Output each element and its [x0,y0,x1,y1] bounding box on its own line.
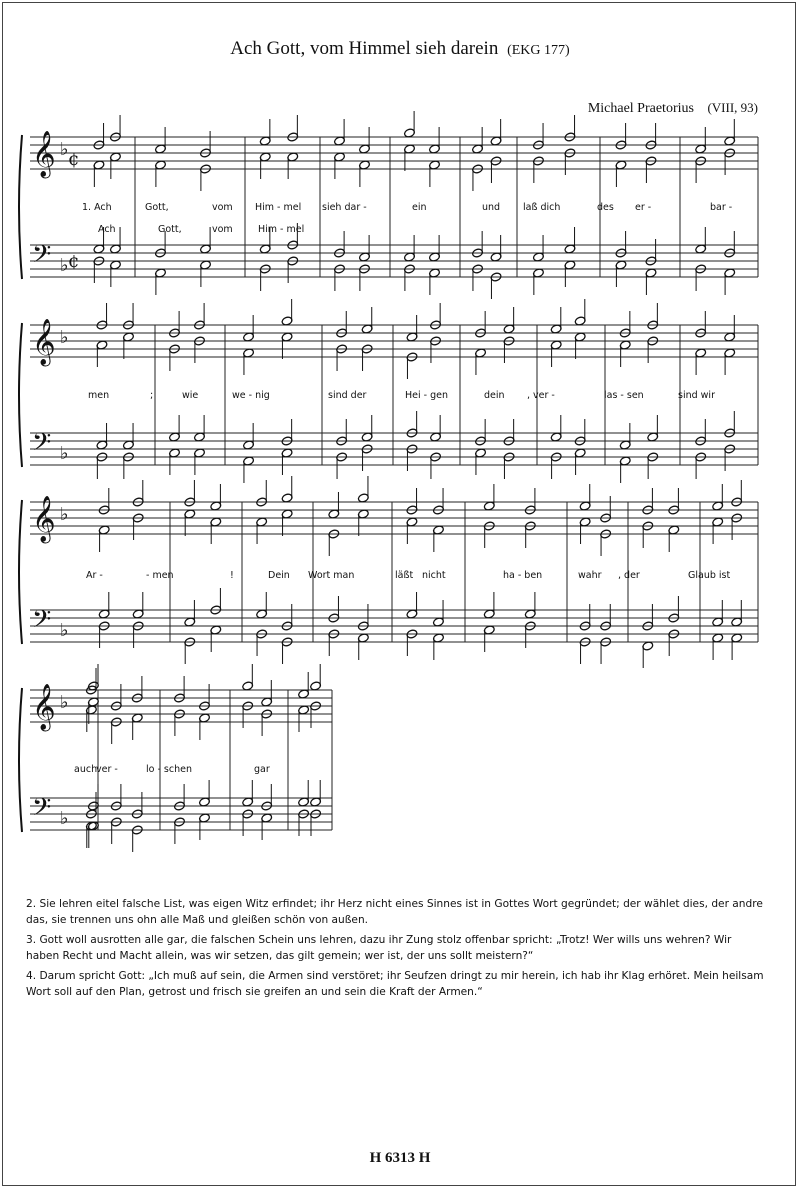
system-2-key-flat: ♭ [60,327,69,348]
system-3-lyric: ha - ben [503,570,543,581]
system-2-brace [19,323,22,467]
system-1-lyric-second-line: Gott, [158,224,182,235]
system-2-lyric: sind wir [678,390,715,401]
catalog-number: H 6313 H [369,1150,431,1166]
system-2-lyric: Hei - gen [405,390,448,401]
verses-block [26,896,766,1004]
system-3-lyric: Wort man [308,570,355,581]
time-signature-bass: ¢ [68,251,80,272]
title-ref: (EKG 177) [507,43,570,58]
system-2-lyric: las - sen [604,390,644,401]
system-1-treble-clef: 𝄞 [32,131,56,177]
system-3-lyric: wahr [578,570,602,581]
system-1-lyric: und [482,202,501,213]
system-2-lyric: men [88,390,110,401]
system-4-lyric: ver - [96,764,118,775]
system-1-lyric: sieh dar - [322,202,367,213]
system-3-brace [19,500,22,644]
title-text: Ach Gott, vom Himmel sieh darein [230,38,499,59]
system-3-lyric: Glaub ist [688,570,731,581]
system-3-lyric: ! [230,570,234,581]
system-2-key-flat: ♭ [60,443,69,464]
composer-ref: (VIII, 93) [707,100,758,115]
system-4-key-flat: ♭ [60,692,69,713]
system-1-lyric: Gott, [145,202,169,213]
system-2-lyric: sind der [328,390,367,401]
system-2-bass-clef: 𝄢 [32,428,52,463]
system-4-lyric: auch [74,764,98,775]
system-1-lyric: bar - [710,202,733,213]
system-4-lyric: gar [254,764,270,775]
system-4-bass-clef: 𝄢 [32,793,52,828]
system-2-lyric: ; [150,390,154,401]
system-2-lyric: dein [484,390,505,401]
time-signature-treble: ¢ [68,149,80,170]
system-3-key-flat: ♭ [60,620,69,641]
system-1-bass-clef: 𝄢 [32,240,52,275]
system-1-brace [19,135,22,279]
system-2-lyric: wie [182,390,199,401]
system-3-lyric: , der [618,570,640,581]
system-4-lyric: lo - schen [146,764,192,775]
verse-4: 4. Darum spricht Gott: „Ich muß auf sein, die Armen sind verstöret; ihr Seufzen dringt zu mir herein, ich hab ihr Klag erhöret. Mein heilsam Wort soll auf den Plan, getrost und frisch sie greifen an und sein die Kraft der Armen.“ [26,970,764,998]
system-1-lyric-second-line: vom [212,224,233,235]
system-3-lyric: - men [146,570,174,581]
verse-2: 2. Sie lehren eitel falsche List, was eigen Witz erfindet; ihr Herz nicht eines Sinnes ist in Gottes Wort gegründet; der wählet dies, der andre das, sie trennen uns ohn alle Maß und gleißen schön von außen. [26,898,763,926]
system-1-lyric: 1. Ach [82,202,112,213]
system-1-lyric-second-line: Ach [98,224,116,235]
system-4-treble-clef: 𝄞 [32,684,56,730]
system-1-lyric-second-line: Him - mel [258,224,305,235]
system-1-lyric: er - [635,202,652,213]
composer-name: Michael Praetorius [587,101,694,116]
system-3-lyric: nicht [422,570,446,581]
system-3-lyric: läßt [395,570,414,581]
system-4-key-flat: ♭ [60,808,69,829]
system-1-lyric: ein [412,202,427,213]
system-3-bass-clef: 𝄢 [32,605,52,640]
system-2-treble-clef: 𝄞 [32,319,56,365]
system-1-key-flat: ♭ [60,255,69,276]
system-1-lyric: des [597,202,614,213]
system-3-key-flat: ♭ [60,504,69,525]
system-3-lyric: Dein [268,570,290,581]
system-3-lyric: Ar - [86,570,103,581]
system-2-lyric: we - nig [232,390,270,401]
system-1-lyric: laß dich [523,202,561,213]
system-3-treble-clef: 𝄞 [32,496,56,542]
verse-3: 3. Gott woll ausrotten alle gar, die falschen Schein uns lehren, dazu ihr Zung stolz offenbar spricht: „Trotz! Wer wills uns wehren? Wir haben Recht und Macht allein, was wir setzen, das gilt gemein; wer ist, der uns sollt meistern?“ [26,934,732,962]
system-1-lyric: vom [212,202,233,213]
system-1-lyric: Him - mel [255,202,302,213]
system-4-brace [19,688,22,832]
system-2-lyric: , ver - [527,390,555,401]
system-1-key-flat: ♭ [60,139,69,160]
